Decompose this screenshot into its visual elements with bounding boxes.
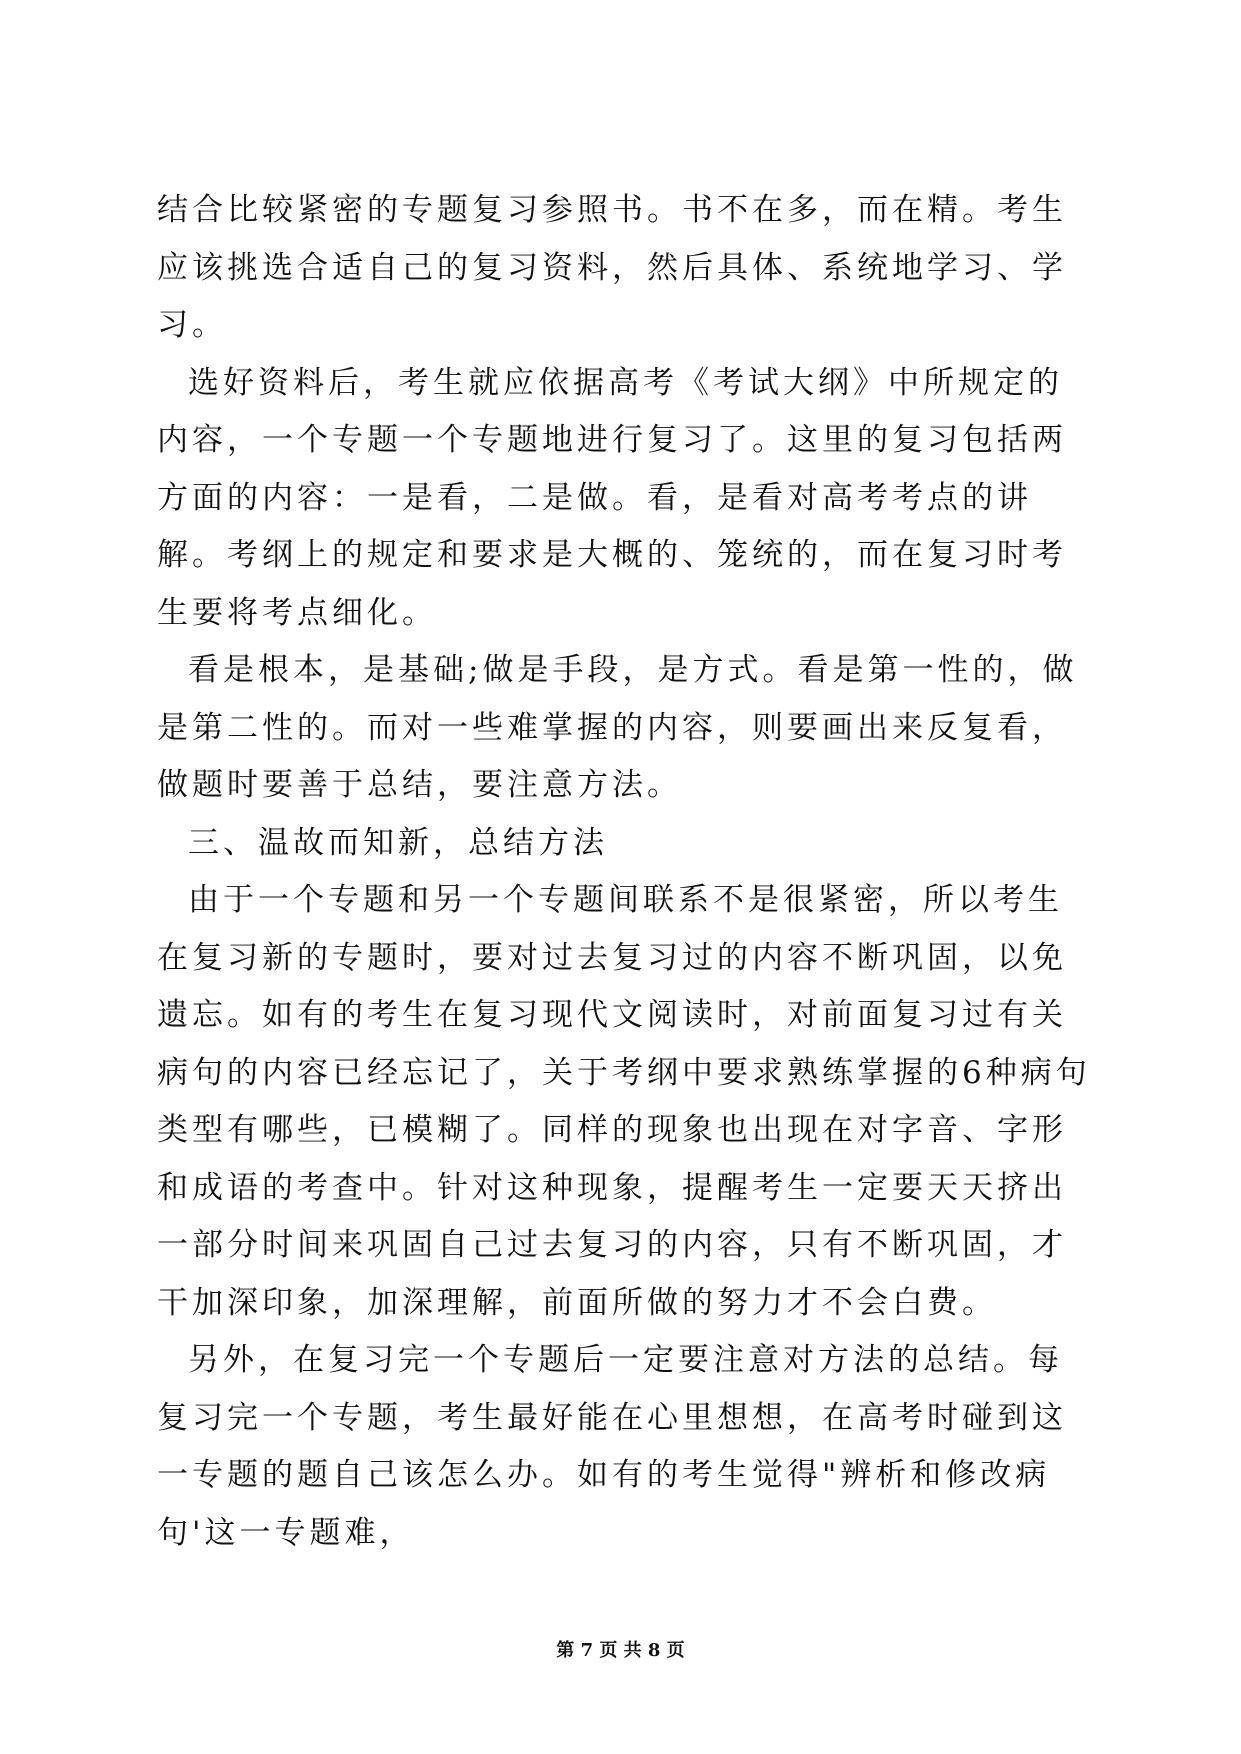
paragraph-4: 由于一个专题和另一个专题间联系不是很紧密，所以考生在复习新的专题时，要对过去复习过的内容不断巩固，以免遗忘。如有的考生在复习现代文阅读时，对前面复习过有关病句的内容已经忘记了，关于考纲中要求熟练掌握的6种病句类型有哪些，已模糊了。同样的现象也出现在对字音、字形和成语的考查中。针对这种现象，提醒考生一定要天天挤出一部分时间来巩固自己过去复习的内容，只有不断巩固，才干加深印象，加深理解，前面所做的努力才不会白费。	[157, 882, 1091, 1321]
paragraph-5: 另外，在复习完一个专题后一定要注意对方法的总结。每复习完一个专题，考生最好能在心里想想，在高考时碰到这一专题的题自己该怎么办。如有的考生觉得"辨析和修改病句'这一专题难，	[157, 1342, 1067, 1551]
paragraph-2: 选好资料后，考生就应依据高考《考试大纲》中所规定的内容，一个专题一个专题地进行复习了。这里的复习包括两方面的内容：一是看，二是做。看，是看对高考考点的讲解。考纲上的规定和要求是大概的、笼统的，而在复习时考生要将考点细化。	[157, 364, 1067, 631]
document-body	[157, 182, 1097, 1562]
page-number-footer: 第 7 页 共 8 页	[556, 1640, 685, 1661]
paragraph-3: 看是根本，是基础;做是手段，是方式。看是第一性的，做是第二性的。而对一些难掌握的内容，则要画出来反复看，做题时要善于总结，要注意方法。	[157, 652, 1078, 803]
paragraph-1: 结合比较紧密的专题复习参照书。书不在多，而在精。考生应该挑选合适自己的复习资料，然后具体、系统地学习、学习。	[157, 192, 1067, 343]
section-heading: 三、温故而知新，总结方法	[188, 824, 608, 861]
